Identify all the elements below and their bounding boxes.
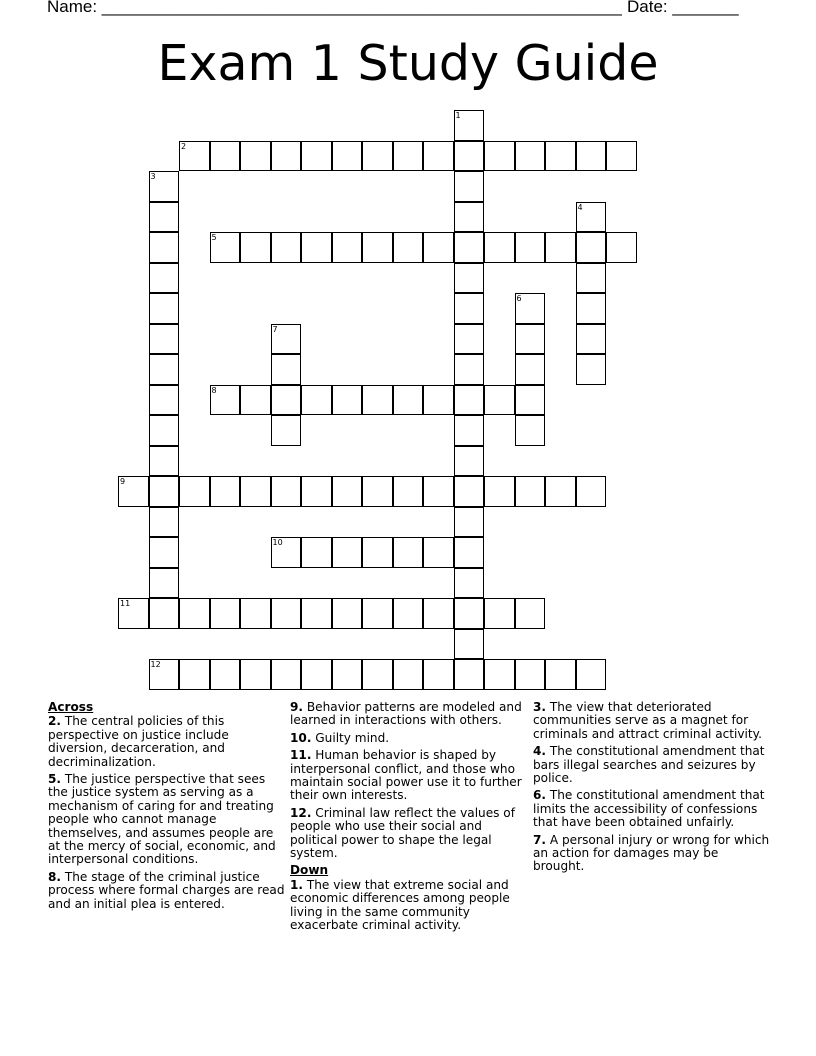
crossword-cell[interactable] <box>332 659 363 690</box>
clue-number: 8. <box>48 869 62 884</box>
crossword-cell[interactable] <box>332 598 363 629</box>
crossword-cell[interactable] <box>576 202 607 233</box>
crossword-cell[interactable] <box>606 141 637 172</box>
clue-number-label: 3 <box>150 172 156 181</box>
crossword-cell[interactable] <box>515 415 546 446</box>
crossword-cell[interactable] <box>149 507 180 538</box>
crossword-cell[interactable] <box>454 354 485 385</box>
crossword-cell[interactable] <box>271 232 302 263</box>
crossword-cell[interactable] <box>454 598 485 629</box>
clue-down-7 <box>533 834 773 874</box>
crossword-cell[interactable] <box>576 141 607 172</box>
crossword-cell[interactable] <box>179 598 210 629</box>
clue-text: The view that deteriorated communities serve as a magnet for criminals and attract criminal activity. <box>533 700 762 741</box>
crossword-cell[interactable] <box>149 415 180 446</box>
crossword-cell[interactable] <box>454 659 485 690</box>
clue-number-label: 7 <box>272 324 278 334</box>
clue-number: 9. <box>290 700 304 714</box>
clue-number: 7. <box>533 832 547 847</box>
clue-number: 4. <box>533 744 547 759</box>
crossword-cell[interactable] <box>393 232 424 263</box>
crossword-cell[interactable] <box>149 202 180 233</box>
crossword-cell[interactable] <box>454 202 485 233</box>
crossword-cell[interactable] <box>393 141 424 172</box>
crossword-cell[interactable] <box>515 293 546 324</box>
crossword-cell[interactable] <box>301 476 332 507</box>
clue-number: 1. <box>290 877 304 892</box>
crossword-cell[interactable] <box>210 659 241 690</box>
crossword-cell[interactable] <box>149 385 180 416</box>
crossword-cell[interactable] <box>240 232 271 263</box>
crossword-cell[interactable] <box>393 598 424 629</box>
crossword-cell[interactable] <box>576 263 607 294</box>
crossword-cell[interactable] <box>332 385 363 416</box>
crossword-cell[interactable] <box>149 354 180 385</box>
crossword-cell[interactable] <box>240 476 271 507</box>
crossword-cell[interactable] <box>454 141 485 172</box>
crossword-cell[interactable] <box>454 507 485 538</box>
crossword-cell[interactable] <box>210 476 241 507</box>
clue-text: The stage of the criminal justice process where formal charges are read and an initial plea is entered. <box>48 869 285 911</box>
crossword-cell[interactable] <box>545 232 576 263</box>
crossword-cell[interactable] <box>210 141 241 172</box>
clue-number-label: 5 <box>211 233 217 242</box>
clue-text: The constitutional amendment that bars illegal searches and seizures by police. <box>533 744 765 786</box>
name-line[interactable]: Name: _______________________________________________________ <box>47 0 622 16</box>
clue-number-label: 10 <box>272 538 283 547</box>
crossword-cell[interactable] <box>271 415 302 446</box>
clues-column-1 <box>48 701 288 915</box>
crossword-cell[interactable] <box>576 232 607 263</box>
crossword-cell[interactable] <box>515 476 546 507</box>
crossword-cell[interactable] <box>271 598 302 629</box>
crossword-cell[interactable] <box>576 476 607 507</box>
crossword-cell[interactable] <box>362 598 393 629</box>
clue-text: The justice perspective that sees the justice system as serving as a mechanism of caring for and treating people who cannot manage themselves, and assumes people are at the mercy of social, economic, and interpersonal conditions. <box>48 772 276 867</box>
clue-across-5 <box>48 773 288 867</box>
crossword-cell[interactable] <box>271 141 302 172</box>
crossword-cell[interactable] <box>423 141 454 172</box>
crossword-cell[interactable] <box>210 232 241 263</box>
date-line[interactable]: Date: _______ <box>627 0 739 16</box>
crossword-cell[interactable] <box>149 263 180 294</box>
crossword-cell[interactable] <box>362 385 393 416</box>
crossword-cell[interactable] <box>301 141 332 172</box>
clue-number: 11. <box>290 748 312 763</box>
crossword-cell[interactable] <box>332 141 363 172</box>
crossword-cell[interactable] <box>179 476 210 507</box>
crossword-cell[interactable] <box>149 476 180 507</box>
across-heading: Across <box>48 700 94 714</box>
crossword-cell[interactable] <box>271 324 302 355</box>
clue-down-1 <box>290 879 530 933</box>
clue-across-12 <box>290 807 530 861</box>
crossword-cell[interactable] <box>515 324 546 355</box>
down-heading: Down <box>290 863 329 878</box>
crossword-cell[interactable] <box>240 598 271 629</box>
crossword-cell[interactable] <box>362 659 393 690</box>
crossword-cell[interactable] <box>484 659 515 690</box>
clue-down-6 <box>533 789 773 829</box>
crossword-cell[interactable] <box>454 232 485 263</box>
clue-across-2 <box>48 715 288 769</box>
crossword-cell[interactable] <box>484 598 515 629</box>
crossword-cell[interactable] <box>149 324 180 355</box>
crossword-cell[interactable] <box>118 476 149 507</box>
crossword-cell[interactable] <box>362 537 393 568</box>
crossword-cell[interactable] <box>393 476 424 507</box>
clue-text: The view that extreme social and economic differences among people living in the same community exacerbate criminal activity. <box>290 877 510 933</box>
clue-across-8 <box>48 871 288 911</box>
crossword-cell[interactable] <box>301 232 332 263</box>
crossword-cell[interactable] <box>149 293 180 324</box>
crossword-cell[interactable] <box>454 537 485 568</box>
crossword-cell[interactable] <box>149 171 180 202</box>
clues-column-3 <box>533 701 773 878</box>
clue-number: 10. <box>290 730 312 745</box>
clue-number-label: 12 <box>150 660 161 669</box>
crossword-cell[interactable] <box>332 232 363 263</box>
crossword-cell[interactable] <box>362 141 393 172</box>
crossword-cell[interactable] <box>118 598 149 629</box>
crossword-cell[interactable] <box>149 537 180 568</box>
crossword-cell[interactable] <box>454 293 485 324</box>
clue-across-10 <box>290 732 530 745</box>
crossword-cell[interactable] <box>149 598 180 629</box>
crossword-cell[interactable] <box>484 385 515 416</box>
crossword-cell[interactable] <box>515 598 546 629</box>
crossword-cell[interactable] <box>454 385 485 416</box>
crossword-cell[interactable] <box>484 141 515 172</box>
crossword-cell[interactable] <box>545 659 576 690</box>
crossword-cell[interactable] <box>454 110 485 141</box>
crossword-cell[interactable] <box>332 537 363 568</box>
crossword-cell[interactable] <box>393 537 424 568</box>
clue-down-4 <box>533 745 773 785</box>
clue-across-9 <box>290 701 530 728</box>
crossword-cell[interactable] <box>301 385 332 416</box>
clues-column-2 <box>290 701 530 937</box>
crossword-cell[interactable] <box>149 568 180 599</box>
crossword-cell[interactable] <box>301 537 332 568</box>
crossword-cell[interactable] <box>179 659 210 690</box>
clue-number-label: 2 <box>181 141 187 151</box>
clue-number-label: 11 <box>120 599 131 608</box>
crossword-cell[interactable] <box>240 141 271 172</box>
crossword-cell[interactable] <box>393 385 424 416</box>
crossword-cell[interactable] <box>271 476 302 507</box>
crossword-cell[interactable] <box>454 263 485 294</box>
clue-text: The central policies of this perspective on justice include diversion, decarceration, and decriminalization. <box>48 714 229 769</box>
clue-number-label: 6 <box>516 294 522 303</box>
crossword-cell[interactable] <box>301 598 332 629</box>
crossword-cell[interactable] <box>271 659 302 690</box>
crossword-cell[interactable] <box>423 659 454 690</box>
clue-text: Human behavior is shaped by interpersonal conflict, and those who maintain social power use it to further their own interests. <box>290 748 522 803</box>
crossword-cell[interactable] <box>576 293 607 324</box>
clue-number-label: 9 <box>120 477 126 486</box>
clue-number: 3. <box>533 700 547 714</box>
crossword-cell[interactable] <box>545 141 576 172</box>
crossword-cell[interactable] <box>149 659 180 690</box>
crossword-cell[interactable] <box>484 232 515 263</box>
crossword-cell[interactable] <box>423 537 454 568</box>
crossword-cell[interactable] <box>271 537 302 568</box>
clue-number: 5. <box>48 772 62 787</box>
clue-number: 6. <box>533 788 547 803</box>
crossword-cell[interactable] <box>423 476 454 507</box>
crossword-cell[interactable] <box>210 598 241 629</box>
crossword-cell[interactable] <box>149 232 180 263</box>
clue-text: A personal injury or wrong for which an action for damages may be brought. <box>533 832 770 874</box>
crossword-cell[interactable] <box>515 354 546 385</box>
crossword-cell[interactable] <box>454 324 485 355</box>
clue-text: Guilty mind. <box>315 730 390 745</box>
crossword-cell[interactable] <box>240 385 271 416</box>
clue-text: Behavior patterns are modeled and learned in interactions with others. <box>290 700 522 728</box>
crossword-cell[interactable] <box>484 476 515 507</box>
clue-number-label: 8 <box>211 385 217 395</box>
clue-text: The constitutional amendment that limits the accessibility of confessions that have been obtained unfairly. <box>533 788 765 830</box>
page-title: Exam 1 Study Guide <box>157 35 659 92</box>
crossword-cell[interactable] <box>606 232 637 263</box>
crossword-cell[interactable] <box>515 141 546 172</box>
crossword-cell[interactable] <box>423 598 454 629</box>
clue-number: 12. <box>290 805 312 820</box>
crossword-cell[interactable] <box>454 446 485 477</box>
crossword-cell[interactable] <box>576 354 607 385</box>
clue-number-label: 1 <box>455 111 461 120</box>
crossword-cell[interactable] <box>454 171 485 202</box>
crossword-cell[interactable] <box>301 659 332 690</box>
clue-number: 2. <box>48 714 62 729</box>
crossword-cell[interactable] <box>576 659 607 690</box>
crossword-cell[interactable] <box>423 232 454 263</box>
clue-text: Criminal law reflect the values of people who use their social and political power to shape the legal system. <box>290 805 515 861</box>
crossword-cell[interactable] <box>423 385 454 416</box>
crossword-cell[interactable] <box>545 476 576 507</box>
crossword-cell[interactable] <box>149 446 180 477</box>
crossword-cell[interactable] <box>576 324 607 355</box>
crossword-cell[interactable] <box>454 476 485 507</box>
crossword-cell[interactable] <box>271 385 302 416</box>
crossword-cell[interactable] <box>332 476 363 507</box>
crossword-cell[interactable] <box>210 385 241 416</box>
clue-down-3 <box>533 701 773 741</box>
crossword-cell[interactable] <box>515 385 546 416</box>
crossword-cell[interactable] <box>454 415 485 446</box>
crossword-cell[interactable] <box>393 659 424 690</box>
crossword-cell[interactable] <box>362 232 393 263</box>
crossword-cell[interactable] <box>362 476 393 507</box>
crossword-cell[interactable] <box>240 659 271 690</box>
crossword-cell[interactable] <box>179 141 210 172</box>
clue-number-label: 4 <box>577 202 583 212</box>
crossword-cell[interactable] <box>515 659 546 690</box>
crossword-cell[interactable] <box>454 629 485 660</box>
clue-across-11 <box>290 749 530 803</box>
crossword-cell[interactable] <box>271 354 302 385</box>
crossword-cell[interactable] <box>454 568 485 599</box>
crossword-cell[interactable] <box>515 232 546 263</box>
